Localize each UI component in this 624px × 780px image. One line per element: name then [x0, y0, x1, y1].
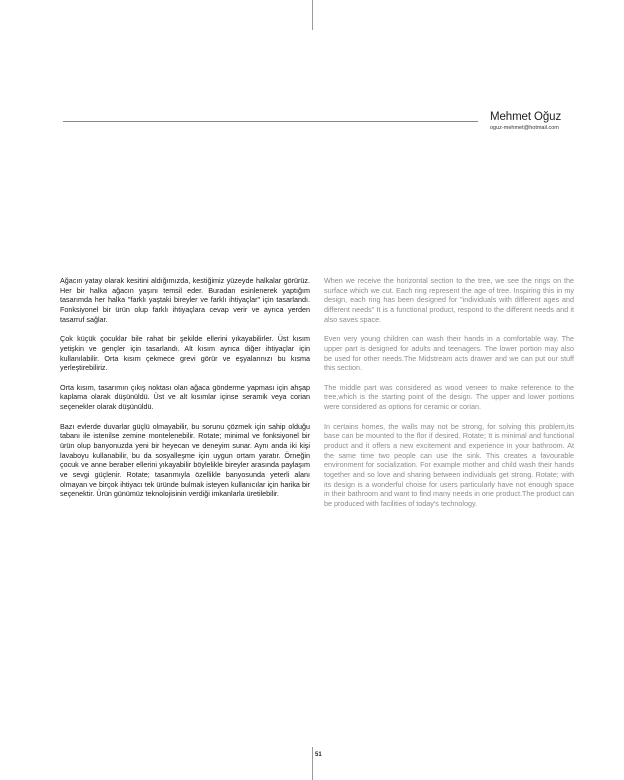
author-email: oguz-mehmet@hotmail.com [490, 125, 559, 131]
author-block [490, 110, 600, 132]
author-name: Mehmet Oğuz [490, 111, 562, 123]
header-rule [63, 121, 478, 122]
english-paragraph: The middle part was considered as wood veneer to make reference to the tree,which is the starting point of the design. The upper and lower portions were considered as options for ceramic or corian. [324, 382, 574, 412]
turkish-text-column [60, 276, 310, 509]
page-number: 51 [315, 752, 322, 758]
turkish-paragraph: Orta kısım, tasarımın çıkış noktası olan ağaca gönderme yapması için ahşap kaplama olarak düşünüldü. Üst ve alt kısımlar içinse seramik veya corian seçenekler olarak düşünüldü. [60, 382, 310, 412]
english-text-column [324, 276, 574, 519]
turkish-paragraph: Çok küçük çocuklar bile rahat bir şekilde ellerini yıkayabilirler. Üst kısım yetişkin ve gençler için tasarlandı. Alt kısım ayrıca diğer ihtiyaçlar için kullanılabilir. Orta kısım çekmece grevi görür ve eşyalarınızı bu kısma yerleştirebiliriz. [60, 334, 310, 373]
english-paragraph: Even very young children can wash their hands in a comfortable way. The upper part is designed for adults and teenagers. The lower portion may also be used for other needs.The Midstream acts drawer and we can put our stuff this section. [324, 334, 574, 373]
english-paragraph: In certains homes, the walls may not be strong, for solving this problem,its base can be mounted to the flor if desired. Rotate; It is minimal and functional product and it offers a new excitement and experience in your bathroom. At the same time two people can use the sink. This creates a favourable environment for socialization. For example mother and child wash their hands together and so love and sharing between individuals get strong. Rotate; with its design is a wonderful choise for users particularly have not enough space in their bathroom and want to find many needs in one product.The product can be produced with facilities of today's technology. [324, 421, 574, 509]
top-divider-line [312, 0, 313, 30]
turkish-paragraph: Bazı evlerde duvarlar güçlü olmayabilir, bu sorunu çözmek için sahip olduğu tabanı ile istenilse zemine montelenebilir. Rotate; minimal ve fonksiyonel bir ürün olup banyonuzda yeni bir heyecan ve deneyim sunar. Aynı anda iki kişi lavaboyu kullanabilir, bu da sosyalleşme için uygun ortam yaratır. Örneğin çocuk ve anne beraber ellerini yıkayabilir böylelikle bireyler arasında paylaşım ve sevgi güçlenir. Rotate; tasarımıyla özellikle banyosunda yeterli alanı olmayan ve birçok ihtiyacı tek üründe bulmak isteyen kullanıcılar için harika bir seçenektir. Ürün günümüz teknolojisinin verdiği imkanlarla üretilebilir. [60, 421, 310, 499]
english-paragraph: When we receive the horizontal section to the tree, we see the rings on the surface which we cut. Each ring represent the age of tree. Inspiring this in my design, each ring has been designed for "individuals with different ages and different needs" It is a functional product, respond to the different needs and it also saves space. [324, 276, 574, 324]
turkish-paragraph: Ağacın yatay olarak kesitini aldığımızda, kestiğimiz yüzeyde halkalar görürüz. Her bir halka ağacın yaşını temsil eder. Buradan esinlenerek yaptığım tasarımda her halka "farklı yaştaki bireyler ve farklı ihtiyaçlar" için tasarlandı. Fonksiyonel bir ürün olup farklı ihtiyaçlara cevap verir ve ayrıca yerden tasarruf sağlar. [60, 276, 310, 324]
bottom-divider-line [312, 747, 313, 780]
